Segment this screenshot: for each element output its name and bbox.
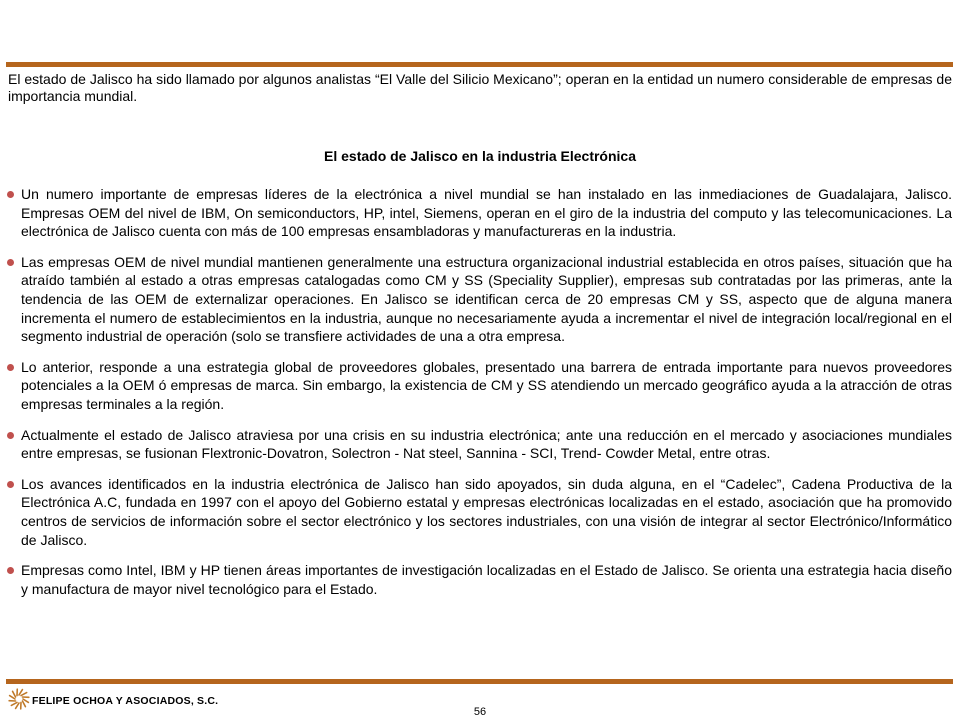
intro-paragraph: El estado de Jalisco ha sido llamado por algunos analistas “El Valle del Silicio Mexicano”; operan en la entidad un numero considerable de empresas de importancia mundial. [8, 71, 952, 104]
list-item-text: Lo anterior, responde a una estrategia global de proveedores globales, presentado una barrera de entrada importante para nuevos proveedores potenciales a la OEM ó empresas de marca. Sin embargo, la existencia de CM y SS atendiendo un mercado geográfico ayuda a la atracción de otras empresas terminales a la región. [21, 358, 952, 412]
bullet-icon [7, 191, 14, 198]
logo-ray [11, 702, 17, 705]
list-item [6, 561, 952, 598]
bullet-icon [7, 481, 14, 488]
bullet-icon [7, 567, 14, 574]
logo-ray [13, 691, 16, 697]
list-item-text: Un numero importante de empresas líderes de la electrónica a nivel mundial se han instalado en las inmediaciones de Guadalajara, Jalisco. Empresas OEM del nivel de IBM, On semiconductors, HP, intel, Siemens, operan en el giro de la industria del computo y las telecomunicaciones. La electrónica de Jalisco cuenta con más de 100 empresas ensambladoras y manufactureras en la industria. [21, 186, 952, 240]
company-name: FELIPE OCHOA Y ASOCIADOS, S.C. [32, 695, 219, 707]
bullet-list [6, 185, 952, 610]
top-divider [6, 62, 953, 67]
list-item [6, 253, 952, 346]
list-item [6, 358, 952, 414]
list-item-text: Los avances identificados en la industria electrónica de Jalisco han sido apoyados, sin duda alguna, en el “Cadelec”, Cadena Productiva de la Electrónica A.C, fundada en 1997 con el apoyo del Gobierno estatal y empresas electrónicas localizadas en el estado, asociación que ha promovido centros de servicios de información sobre el sector electrónico y los sectores industriales, con una visión de integrar al sector Electrónico/Informático de Jalisco. [21, 475, 952, 548]
list-item-text: Actualmente el estado de Jalisco atraviesa por una crisis en su industria electrónica; ante una reducción en el mercado y asociaciones mundiales entre empresas, se fusionan Flextronic-Dovatron, Solectron - Nat steel, Sannina - SCI, Trend- Cowder Metal, entre otras. [21, 426, 952, 462]
list-item [6, 475, 952, 549]
bottom-divider [6, 679, 953, 684]
list-item-text: Las empresas OEM de nivel mundial mantienen generalmente una estructura organizacional industrial establecida en otros países, situación que ha atraído también al estado a otras empresas catalogadas como CM y SS (Speciality Supplier), empresas sub contratadas por las primeras, ante la tendencia de las OEM de externalizar operaciones. En Jalisco se identifican cerca de 20 empresas CM y SS, aspecto que de alguna manera incrementa el numero de establecimientos en la industria, aunque no necesariamente ayuda a incrementar el nivel de integración local/regional en el segmento industrial de operación (solo se transfiere actividades de una a otra empresa. [21, 253, 952, 345]
page-number: 56 [473, 706, 487, 718]
list-item-text: Empresas como Intel, IBM y HP tienen áreas importantes de investigación localizadas en el Estado de Jalisco. Se orienta una estrategia hacia diseño y manufactura de mayor nivel tecnológico para el Estado. [21, 562, 952, 597]
bullet-icon [7, 364, 14, 371]
list-item [6, 185, 952, 241]
logo-ray [21, 693, 27, 696]
bullet-icon [7, 259, 14, 266]
bullet-icon [7, 432, 14, 439]
section-title: El estado de Jalisco en la industria Electrónica [324, 148, 636, 164]
list-item [6, 426, 952, 463]
